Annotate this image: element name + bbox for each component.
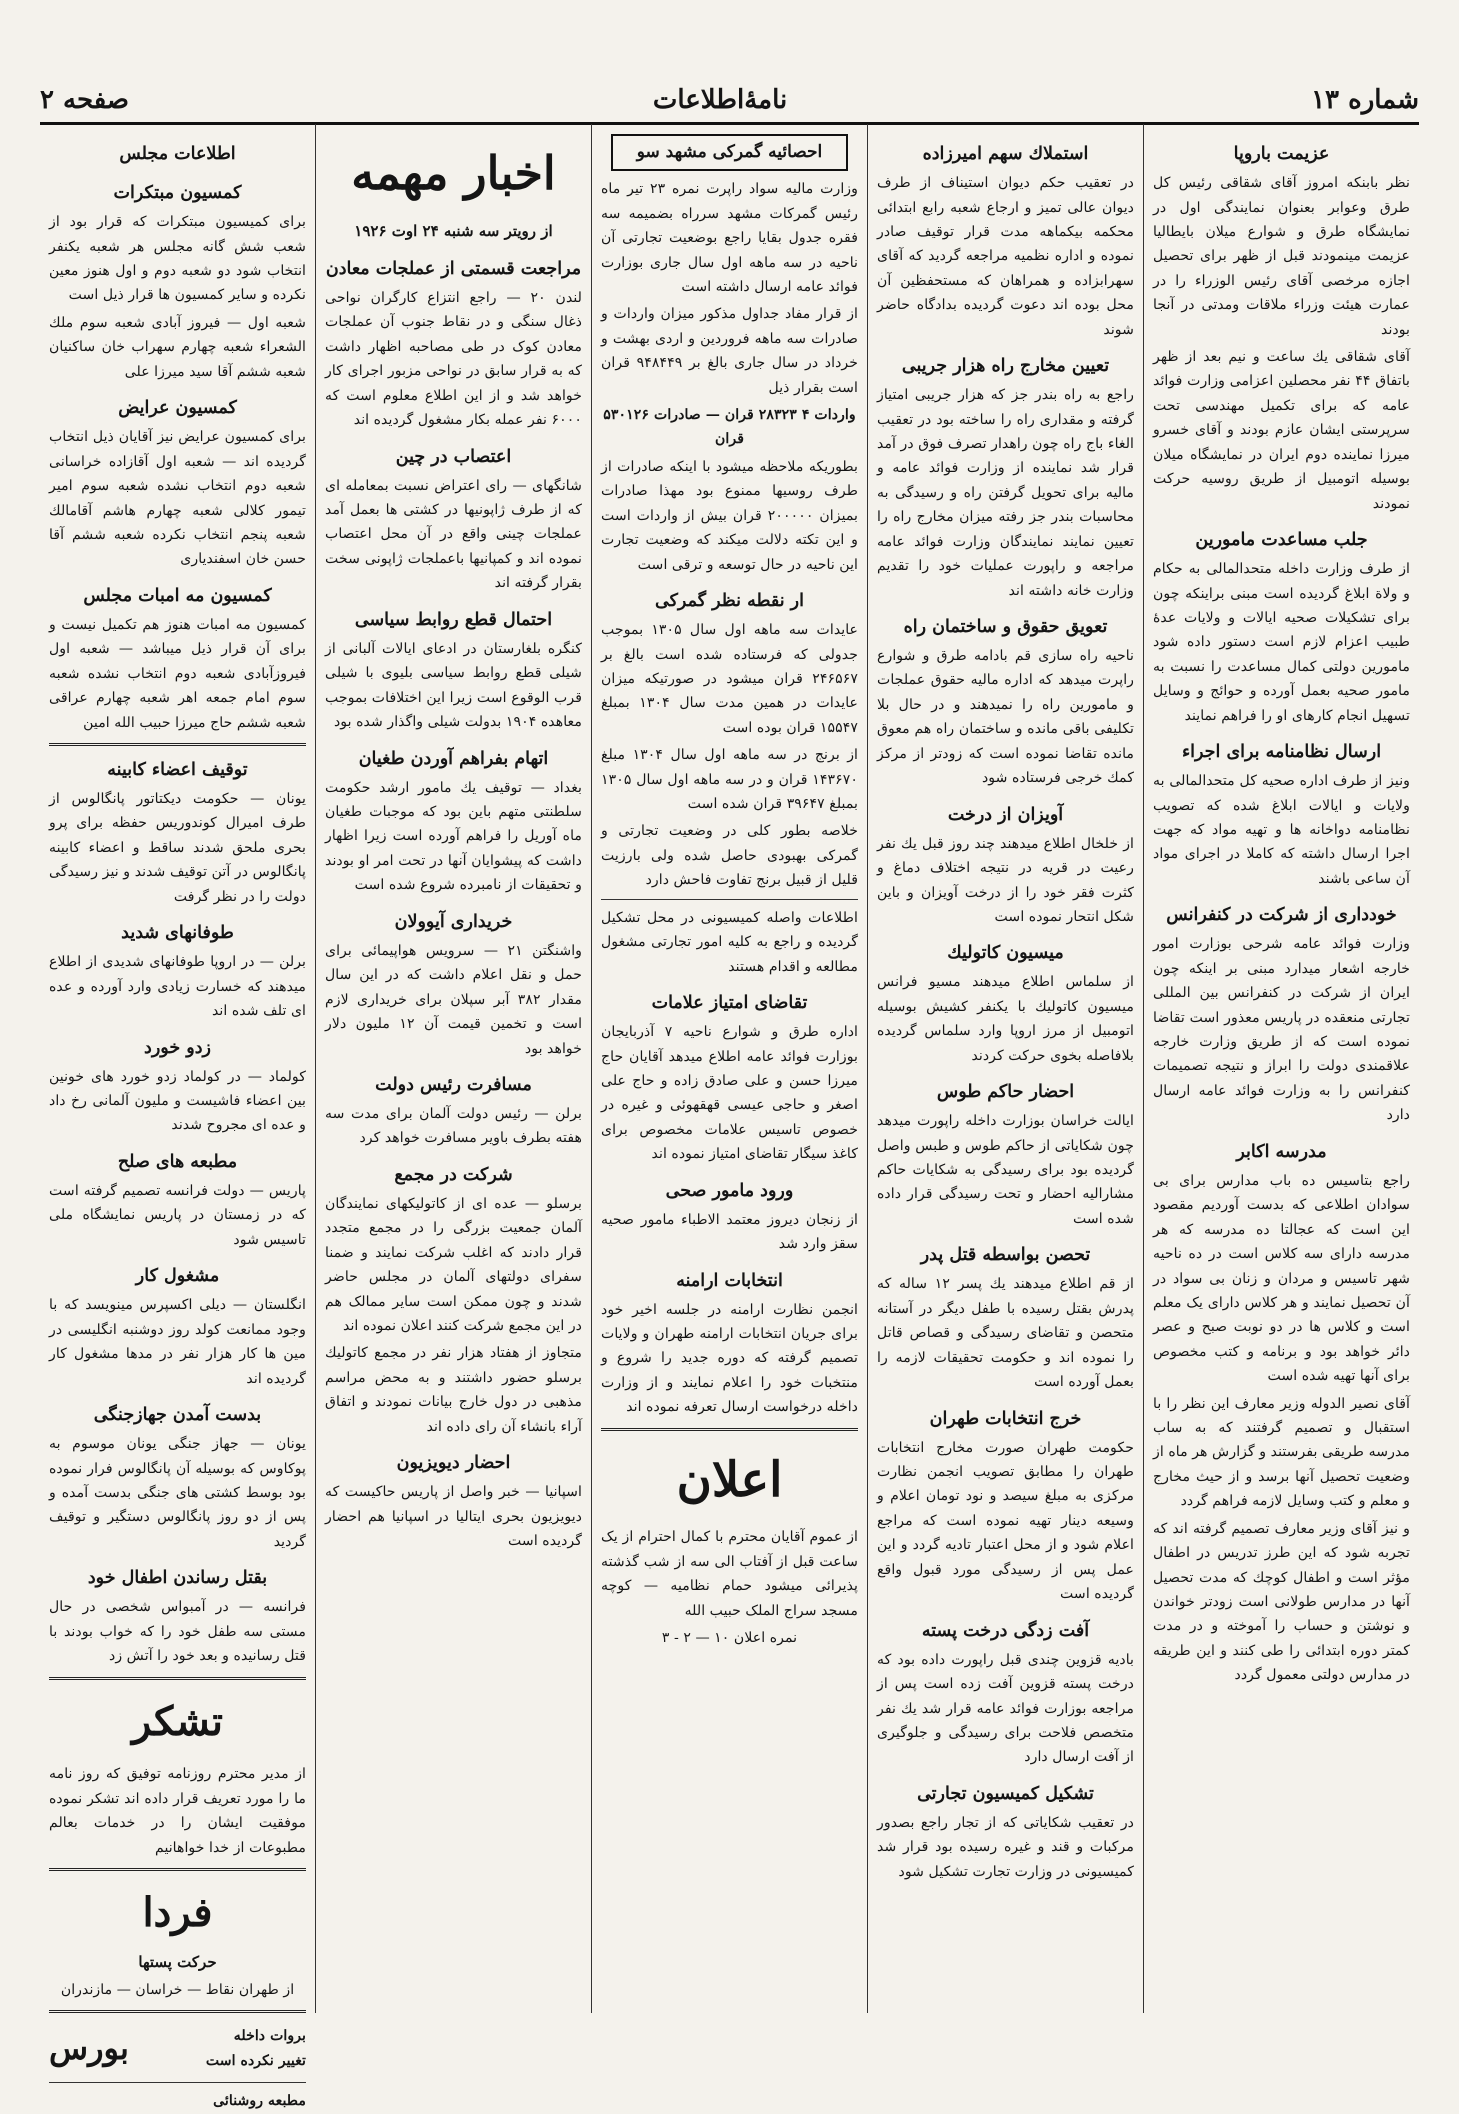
column-5 <box>40 124 315 2110</box>
article-heading: توقیف اعضاء کابینه <box>107 759 248 780</box>
article-body: آقای شقاقی یك ساعت و نیم بعد از ظهر باتفاق ۴۴ نفر محصلین اعزامی وزارت فوائد عامه که برای تکمیل مهندسی تحت سرپرستی ایشان عازم بودند و آقای خسرو میرزا نماینده دوم ایران در نمایشگاه میلان بوسیله اتومبیل از طریق روسیه حرکت نمودند <box>1153 349 1410 512</box>
article-heading: ار نقطه نظر گمرکی <box>655 590 804 611</box>
bourse-box <box>49 2021 306 2076</box>
article-body: بطوریکه ملاحظه میشود با اینکه صادرات از طرف روسیها ممنوع بود مهذا صادرات بمیزان ۲۰۰۰۰۰ قران بیش از واردات است و این تکته دلالت میکند که وضعیت تجارت این ناحیه در حال توسعه و ترقی است <box>601 458 858 573</box>
thanks-body: از مدیر محترم روزنامه توفیق که روز نامه ما را مورد تعریف قرار داده اند تشکر نموده موفقیت ایشان را در خدمات بعالم مطبوعات از خدا خواهانیم <box>49 1766 306 1856</box>
article-body: از طرف وزارت داخله متحدالمالی به حکام و ولاة ابلاغ گردیده است مبنی براینکه چون برای تشکیلات صحیه ایالات و ولایات عدهٔ طبیب اعزام لازم است دستور داده شود مامورین دولتی کمال مساعدت را نسبت به مامور صحیه بعمل آورده و حوائج و وسایل تسهیل انجام کارهای او را فراهم نمایند <box>1153 561 1410 724</box>
divider <box>49 743 306 746</box>
article-heading: طوفانهای شدید <box>121 923 234 944</box>
article-heading: مراجعت قسمتی از عملجات معادن <box>325 258 582 279</box>
column-3 <box>591 124 867 2013</box>
divider <box>601 899 858 900</box>
article-body: برای کمیسیون مبتکرات که قرار بود از شعب شش گانه مجلس هر شعبه یکنفر انتخاب شود دو شعبه دوم و اول هنوز معین نکرده و سایر کمسیون ها قرار ذیل است <box>49 214 306 304</box>
article-heading: تشکیل کمیسیون تجارتی <box>917 1783 1094 1804</box>
article-body: اداره طرق و شوارع ناحیه ۷ آذربایجان بوزارت فوائد عامه اطلاع میدهد آقایان حاج میرزا حسن و علی صادق زاده و حاج علی اصغر و حاجی عیسی قهقهوئی و غیره در خصوص تاسیس علامات مخصوص برای کاغذ سیگار تقاضای امتیاز نموده اند <box>601 1024 858 1163</box>
article-heading: اتهام بفراهم آوردن طغیان <box>358 748 549 769</box>
printer-name: مطبعه روشنائی <box>213 2093 306 2110</box>
divider <box>49 1868 306 1871</box>
article-heading: انتخابات ارامنه <box>676 1270 783 1291</box>
issue-number: شماره ۱۳ <box>1311 85 1419 115</box>
article-heading: مدرسه اکابر <box>1236 1141 1327 1162</box>
article-body: کنگره بلغارستان در ادعای ایالات آلبانی از شیلی قطع روابط سیاسی بلیوی با شیلی قرب الوقوع است زیرا این اختلافات بموجب معاهده ۱۹۰۴ بدولت شیلی واگذار شده بود <box>325 640 582 731</box>
article-body: فرانسه — در آمبواس شخصی در حال مستی سه طفل خود را که خواب بودند با قتل رسانیده و بعد خود را آتش زد <box>49 1599 306 1665</box>
article-body: شعبه اول — فیروز آبادی شعبه سوم ملك الشعراء شعبه چهارم سهراب خان ساکنیان شعبه ششم آقا سید میرزا علی <box>49 314 306 380</box>
article-heading: تحصن بواسطه قتل پدر <box>920 1245 1091 1266</box>
advert-body: از عموم آقایان محترم با کمال احترام از یک ساعت قبل از آفتاب الی سه از شب گذشته پذیرائی میشود حمام نظامیه — کوچه مسجد سراج الملک حبیب الله <box>601 1529 858 1619</box>
article-body: واشنگتن ۲۱ — سرویس هواپیمائی برای حمل و نقل اعلام داشت که در این سال مقدار ۳۸۲ آبر سپلان برای خریداری لازم است و تخمین قیمت آن ۱۲ ملیون دلار خواهد بود <box>325 942 583 1057</box>
column-2 <box>867 124 1143 2013</box>
advert-title: اعلان <box>676 1451 783 1508</box>
article-body: وزارت مالیه سواد راپرت نمره ۲۳ تیر ماه رئیس گمرکات مشهد سرراه بضمیمه سه فقره جدول بقایا راجع بوضعیت تجارتی آن ناحیه در سه ماهه اول سال جاری بوزارت فوائد عامه ارسال داشته است <box>601 181 858 295</box>
article-body: از قرار مفاد جداول مذکور میزان واردات و صادرات سه ماهه فروردین و اردی بهشت و خرداد در سال جاری بالغ بر ۹۴۸۴۴۹ قران است بقرار ذیل <box>601 306 858 396</box>
article-body: راجع به راه بندر جز که هزار جریبی امتیاز گرفته و مقداری راه را ساخته بود در تعقیب الغاء باج راه چون راهدار تصرف فوق در آمد قرار شد نماینده از وزارت فوائد عامه و مالیه برای تحویل گرفتن راه و رسیدگی به محاسبات بندر جز رفته میزان مخارج راه را تعیین نمایند نمایندگان وزارت فوائد عامه مراجعه و راپورت عملیات خود را تقدیم وزارت خانه داشته اند <box>877 387 1134 599</box>
article-heading: احضار دیویزیون <box>396 1453 511 1474</box>
tomorrow-subtitle: حرکت پستها <box>138 1952 217 1971</box>
article-body: ایالت خراسان بوزارت داخله راپورت میدهد چون شکایاتی از حاکم طوس و طبس واصل گردیده بود برای رسیدگی به شکایات حاکم مشارالیه احضار و تحت رسیدگی قرار داده شده است <box>877 1113 1134 1227</box>
bourse-lines <box>206 2024 306 2073</box>
article-body: برلن — در اروپا طوفانهای شدیدی از اطلاع میدهند که خسارت زیادی وارد آورده و عده ای تلف شده اند <box>49 954 306 1020</box>
article-heading: عزیمت باروپا <box>1233 144 1330 164</box>
article-body: یونان — جهاز جنگی یونان موسوم به پوکاوس که بوسیله آن پانگالوس فرار نموده بود بوسط کشتی های جنگی بدست آمده و پس از دو روز پانگالوس دستگیر و توقیف گردید <box>49 1436 306 1550</box>
article-body: از سلماس اطلاع میدهند مسیو فرانس میسیون کاتولیك با یکنفر کشیش بوسیله اتومبیل از مرز اروپا وارد سلماس گردیده بلافاصله بخوی حرکت کردند <box>877 974 1134 1064</box>
article-heading: بقتل رساندن اطفال خود <box>87 1568 268 1589</box>
article-heading: احضار حاکم طوس <box>936 1082 1075 1103</box>
article-body: از برنج در سه ماهه اول سال ۱۳۰۴ مبلغ ۱۴۳۶۷۰ قران و در سه ماهه اول سال ۱۳۰۵ بمبلغ ۳۹۶۴۷ قران شده است <box>601 747 858 813</box>
article-body: عایدات سه ماهه اول سال ۱۳۰۵ بموجب جدولی که فرستاده شده است بالغ بر ۲۴۶۵۶۷ قران میشود در صورتیکه میزان عایدات در همین مدت سال ۱۳۰۴ بمبلغ ۱۵۵۴۷ قران بوده است <box>601 622 858 736</box>
article-heading: تقاضای امتیاز علامات <box>651 992 808 1013</box>
divider <box>49 1677 306 1680</box>
article-body: پاریس — دولت فرانسه تصمیم گرفته است که در زمستان در پاریس نمایشگاه ملی تاسیس شود <box>49 1182 306 1248</box>
article-body: حکومت طهران صورت مخارج انتخابات طهران را مطابق تصویب انجمن نظارت مرکزی به مبلغ سیصد و نود تومان اعلام و وسیعه دینار تهیه نموده است که مراجع اعلام شود و از محل اعتبار تادیه گردد و این عمل پس از رسیدگی مورد قبول واقع گردیده است <box>877 1439 1134 1603</box>
article-body: ونیز از طرف اداره صحیه کل متحدالمالی به ولایات و ایالات ابلاغ شده که تصویب نظامنامه دواخانه ها و تهیه مواد که جهت اجرا ارسال داشته که کاملا در اجرای مواد آن ساعی باشند <box>1153 773 1410 887</box>
page-number: صفحه ۲ <box>40 85 129 115</box>
article-heading: مشغول کار <box>135 1266 220 1287</box>
article-body: آقای نصیر الدوله وزیر معارف این نظر را با استقبال و تصمیم گرفتند که به ساب مدرسه طریقی بفرستند و گزارش هر ماه از وضعیت تحصیل آنها برسد و از حیث مخارج و معلم و کتب وسایل لازمه فراهم گردد <box>1153 1395 1410 1510</box>
advert-number: نمره اعلان ۱۰ — ۲ - ۳ <box>661 1629 798 1646</box>
bourse-line-1: بروات داخله <box>233 2028 306 2045</box>
article-body: برلن — رئیس دولت آلمان برای مدت سه هفته بطرف باویر مسافرت خواهد کرد <box>325 1106 582 1147</box>
paper-title: نامۀاطلاعات <box>652 85 788 115</box>
article-heading: استملاك سهم امیرزاده <box>922 144 1089 164</box>
article-body: و نیز آقای وزیر معارف تصمیم گرفته اند که تجربه شود که این طرز تدریس در اطفال مؤثر است و اطفال کوچك که مدت تحصیل آنها در مدارس طولانی است زودتر خواندن و نوشتن و حساب را آموخته و در مدت کمتر دوره ابتدائی را طی کنند و این طریقه در مدارس دولتی معمول گردد <box>1153 1520 1410 1684</box>
article-body: کمسیون مه امبات هنوز هم تکمیل نیست و برای آن قرار ذیل میباشد — شعبه اول فیروزآبادی شعبه دوم انتخاب نشده شعبه سوم امام جمعه اهر شعبه چهارم عراقی شعبه ششم حاج میرزا حبیب الله امین <box>49 616 306 731</box>
article-body: ناحیه راه سازی قم بادامه طرق و شوارع راپرت میدهد که اداره مالیه حقوق عملجات و مامورین راه را نمیدهند و در حال بلا تکلیفی باقی مانده و ساختمان راه هم معوق مانده تقاضا نموده است که زودتر از مرکز کمك خرجی فرستاده شود <box>877 648 1134 787</box>
divider <box>49 2010 306 2013</box>
article-heading: جلب مساعدت مامورین <box>1195 530 1368 550</box>
masthead <box>40 78 1419 125</box>
tomorrow-line: از طهران نقاط — خراسان — مازندران <box>60 1981 295 1998</box>
article-heading: ارسال نظامنامه برای اجراء <box>1181 742 1382 763</box>
stats-line: واردات ۴ ۲۸۳۲۳ قران — صادرات ۵۳۰۱۲۶ قران <box>603 407 856 448</box>
bourse-title: بورس <box>49 2029 129 2068</box>
article-body: از خلخال اطلاع میدهند چند روز قبل یك نفر رعیت در قریه در نتیجه اختلاف دماغ و کثرت فقر خود را از درخت آویزان و باین شکل انتحار نموده است <box>877 835 1134 925</box>
article-heading: تعیین مخارج راه هزار جریبی <box>901 356 1110 377</box>
article-heading: کمسیون مبتکرات <box>113 183 242 204</box>
section-title: اطلاعات مجلس <box>119 144 236 164</box>
article-body: بادیه قزوین چندی قبل راپورت داده بود که درخت پسته قزوین آفت زده است پس از مراجعه بوزارت فوائد عامه قرار شد یك نفر متخصص فلاحت برای رسیدگی و جلوگیری از آفت ارسال دارد <box>877 1651 1134 1766</box>
article-body: بغداد — توقیف یك مامور ارشد حکومت سلطنتی متهم باین بود که موجبات طغیان ماه آوریل را فراهم آورده است زیرا اظهار داشت که پیشوایان آنها در تحت امر او بودند و تحقیقات از نامبرده شروع شده است <box>325 779 582 894</box>
article-heading: احتمال قطع روابط سیاسی <box>354 609 553 630</box>
article-heading: تعویق حقوق و ساختمان راه <box>903 616 1108 637</box>
article-heading: خریداری آیوولان <box>394 911 513 932</box>
article-body: متجاوز از هفتاد هزار نفر در مجمع کاتولیك برسلو حضور داشتند و به محض مراسم مذهبی در دول خارج بیانات نمودند و اتفاق آراء بانشاء آن رای داده اند <box>325 1345 582 1435</box>
article-heading: ورود مامور صحی <box>665 1180 794 1201</box>
article-heading: خودداری از شرکت در کنفرانس <box>1166 905 1397 926</box>
article-body: برسلو — عده ای از کاتولیکهای نمایندگان آلمان جمعیت بزرگی را در مجمع متجدد قرار دادند که اغلب شرکت نمایند و ضمنا سفرای دولتهای آلمان در مجلس حاضر شدند و چون ممکن است سایر ممالک هم در این مجمع شرکت کنند اعلان نموده اند <box>325 1195 582 1335</box>
article-body: انگلستان — دیلی اکسپرس مینویسد که با وجود ممانعت کولد روز دوشنبه انگلیسی در مین ها کار هزار نفر در مدها مشغول کار گردیده اند <box>49 1297 306 1387</box>
article-heading: شرکت در مجمع <box>394 1164 513 1185</box>
article-body: کولماد — در کولماد زدو خورد های خونین بین اعضاء فاشیست و ملیون آلمانی رخ داد و عده ای مجروح شدند <box>49 1068 306 1134</box>
article-body: در تعقیب حکم دیوان استیناف از طرف دیوان عالی تمیز و ارجاع شعبه رابع ابتدائی محکمه بیکماهه مدت قرار توقیف صادر نموده و اداره نظمیه مراجعه گردید که آقای سهرابزاده و همراهان که مستحفظین آن محل بوده اند دعوت گردیده بدادگاه حاضر شوند <box>877 175 1134 338</box>
divider <box>601 1428 858 1431</box>
column-1 <box>1143 124 1419 2013</box>
bourse-line-2: تغییر نکرده است <box>205 2052 306 2069</box>
article-body: اطلاعات واصله کمیسیونی در محل تشکیل گردیده و راجع به کلیه امور تجارتی مشغول مطالعه و اقدام هستند <box>601 909 858 975</box>
article-body: انجمن نظارت ارامنه در جلسه اخیر خود برای جریان انتخابات ارامنه طهران و ولایات تصمیم گرفته که دوره جدید را شروع و منتخبات خود را اعلام نمایند و از وزارت داخله درخواست ارسال تعرفه نموده اند <box>601 1301 858 1416</box>
article-body: راجع بتاسیس ده باب مدارس برای بی سوادان اطلاعی که بدست آوردیم مقصود این است که عجالتا ده مدرسه که هر مدرسه دارای سه کلاس است در ده ناحیه شهر تاسیس و مردان و زنان بی سواد در آن تحصیل نمایند و هر کلاس دارای یک معلم است و کلاس ها در دو نوبت صبح و عصر دائر خواهد بود و برنامه و کتب مخصوص برای آنها تهیه شده است <box>1153 1172 1410 1385</box>
article-heading: میسیون کاتولیك <box>947 943 1064 964</box>
article-body: لندن ۲۰ — راجع انتزاع کارگران نواحی ذغال سنگی و در نقاط جنوب آن عملجات معادن کوک در طی مصاحبه اظهار داشت که به قرار سابق در نواحی مزبور اجرای کار خواهد شد و از این اطلاع معلوم است که ۶۰۰۰ نفر عمله بکار مشغول گردیده اند <box>325 290 583 429</box>
article-heading: بدست آمدن جهازجنگی <box>93 1405 262 1426</box>
article-body: یونان — حکومت دیکتاتور پانگالوس از طرف امیرال کوندوریس حفظه برای پرو بحری ملحق شدند ساقط و اعضاء کابینه پانگالوس در آتن توقیف شدند و نیز رسیدگی دولت را در نظر گرفت <box>49 791 306 905</box>
article-body: نظر بابنکه امروز آقای شقاقی رئیس کل طرق وعوابر بعنوان نمایندگی اول در نمایشگاه طرق و شوارع میلان بایطالیا عزیمت مینمودند قبل از ظهر برای تحصیل اجازه مرخصی آقای رئیس الوزراء را در عمارت هیئت وزراء ملاقات ومدتی در آنجا بودند <box>1153 175 1410 338</box>
article-body: در تعقیب شکایاتی که از تجار راجع بصدور مرکبات و قند و غیره رسیده بود قرار شد کمیسیونی در وزارت تجارت تشکیل شود <box>877 1814 1134 1880</box>
news-dateline: از رویتر سه شنبه ۲۴ اوت ۱۹۲۶ <box>354 222 553 241</box>
article-body: خلاصه بطور کلی در وضعیت تجارتی و گمرکی بهبودی حاصل شده ولی بارزیت قلیل از قبیل برنج تفاوت فاحش دارد <box>601 823 858 889</box>
tomorrow-title: فردا <box>142 1889 213 1937</box>
box-title: احصائیه گمرکی مشهد سو <box>611 134 848 171</box>
columns <box>40 124 1419 2110</box>
article-body: از زنجان دیروز معتمد الاطباء مامور صحیه سقز وارد شد <box>601 1211 858 1253</box>
article-heading: اعتصاب در چین <box>395 446 512 467</box>
article-body: اسپانیا — خبر واصل از پاریس حاکیست که دیویزیون بحری ایتالیا در اسپانیا هم احضار گردیده است <box>325 1484 582 1550</box>
article-heading: کمسیون مه امبات مجلس <box>83 585 272 606</box>
article-body: برای کمسیون عرایض نیز آقایان ذیل انتخاب گردیده اند — شعبه اول آقازاده خراسانی شعبه دوم انتخاب نشده شعبه سوم امیر تیمور کلالی شعبه چهارم هاشم آقامالك شعبه پنجم انتخاب نکرده شعبه ششم آقا حسن خان اسفندیاری <box>49 429 306 568</box>
article-heading: مطبعه های صلح <box>117 1151 238 1172</box>
thanks-title: تشکر <box>132 1697 223 1745</box>
article-heading: آفت زدگی درخت پسته <box>921 1620 1090 1641</box>
divider <box>49 2082 306 2083</box>
article-body: وزارت فوائد عامه شرحی بوزارت امور خارجه اشعار میدارد مبنی بر اینکه چون ایران از شرکت در کنفرانس بین المللی تجارتی منعقده در پاریس معذور است تقاضا نموده است که از طریق وزارت خارجه علاقمندی دولت را ابراز و نتیجه تصمیمات کنفرانس را به وزارت فوائد عامه ارسال دارد <box>1153 936 1410 1124</box>
article-heading: زدو خورد <box>144 1037 211 1058</box>
article-heading: آویزان از درخت <box>947 804 1064 825</box>
article-heading: خرج انتخابات طهران <box>929 1408 1082 1429</box>
column-4 <box>315 124 591 2013</box>
article-heading: کمسیون عرایض <box>118 398 237 419</box>
article-heading: مسافرت رئیس دولت <box>375 1074 532 1095</box>
article-body: از قم اطلاع میدهند یك پسر ۱۲ ساله که پدرش بقتل رسیده با طفل دیگر در آستانه متحصن و تقاضای رسیدگی و قصاص قاتل را نموده اند و حکومت تحقیقات لازمه را بعمل آورده است <box>877 1276 1134 1391</box>
news-section-title: اخبار مهمه <box>351 146 556 200</box>
article-body: شانگهای — رای اعتراض نسبت بمعامله ای که از طرف ژاپونیها در کشتی ها بعمل آمد عملجات چینی واقع در آن محل اعتصاب نموده اند و کمپانیها باعملجات ژاپونی سخت بقرار گرفته اند <box>325 477 582 592</box>
